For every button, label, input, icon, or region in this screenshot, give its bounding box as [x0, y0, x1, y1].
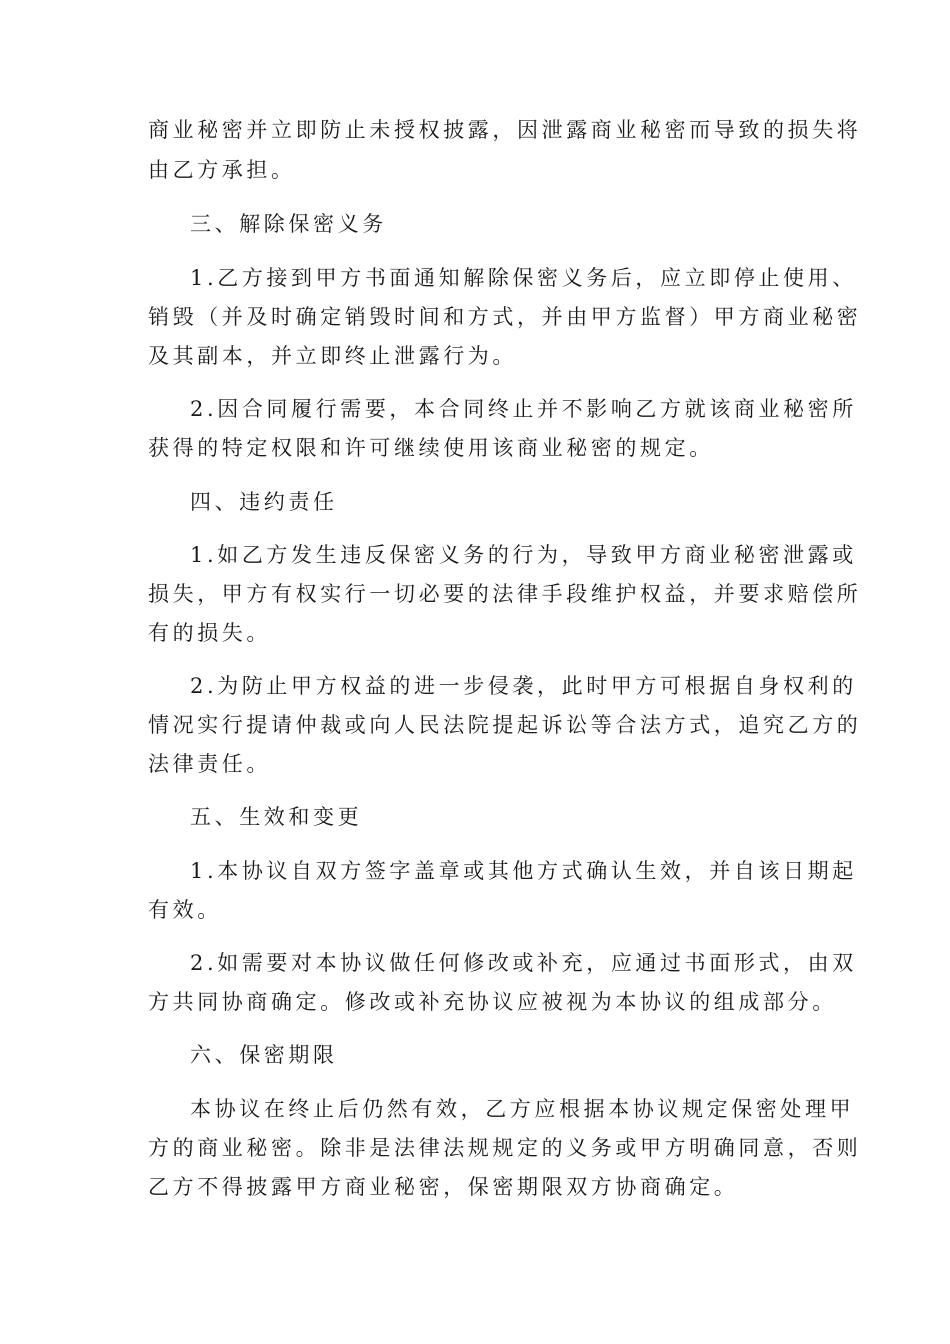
paragraph-line: 损失，甲方有权实行一切必要的法律手段维护权益，并要求赔偿所 [148, 582, 862, 606]
paragraph-line: 1.本协议自双方签字盖章或其他方式确认生效，并自该日期起 [190, 859, 857, 883]
paragraph-line: 由乙方承担。 [148, 158, 296, 182]
paragraph-line: 2.如需要对本协议做任何修改或补充，应通过书面形式，由双 [190, 951, 857, 975]
paragraph-line: 2.为防止甲方权益的进一步侵袭，此时甲方可根据自身权利的 [190, 674, 857, 698]
section-heading: 五、生效和变更 [190, 805, 363, 829]
paragraph-line: 及其副本，并立即终止泄露行为。 [148, 344, 517, 368]
paragraph-line: 方共同协商确定。修改或补充协议应被视为本协议的组成部分。 [148, 990, 837, 1014]
paragraph-line: 本协议在终止后仍然有效，乙方应根据本协议规定保密处理甲 [190, 1097, 855, 1121]
section-heading: 三、解除保密义务 [190, 212, 387, 236]
paragraph-line: 2.因合同履行需要，本合同终止并不影响乙方就该商业秘密所 [190, 397, 857, 421]
paragraph-line: 有的损失。 [148, 621, 271, 645]
paragraph-line: 商业秘密并立即防止未授权披露，因泄露商业秘密而导致的损失将 [148, 118, 862, 142]
section-heading: 六、保密期限 [190, 1043, 338, 1067]
paragraph-line: 销毁（并及时确定销毁时间和方式，并由甲方监督）甲方商业秘密 [148, 305, 862, 329]
paragraph-line: 方的商业秘密。除非是法律法规规定的义务或甲方明确同意，否则 [148, 1136, 862, 1160]
paragraph-line: 有效。 [148, 898, 222, 922]
paragraph-line: 情况实行提请仲裁或向人民法院提起诉讼等合法方式，追究乙方的 [148, 713, 862, 737]
paragraph-line: 1.如乙方发生违反保密义务的行为，导致甲方商业秘密泄露或 [190, 543, 857, 567]
paragraph-line: 1.乙方接到甲方书面通知解除保密义务后，应立即停止使用、 [190, 266, 857, 290]
paragraph-line: 法律责任。 [148, 752, 271, 776]
paragraph-line: 获得的特定权限和许可继续使用该商业秘密的规定。 [148, 436, 714, 460]
section-heading: 四、违约责任 [190, 490, 338, 514]
paragraph-line: 乙方不得披露甲方商业秘密，保密期限双方协商确定。 [148, 1175, 739, 1199]
